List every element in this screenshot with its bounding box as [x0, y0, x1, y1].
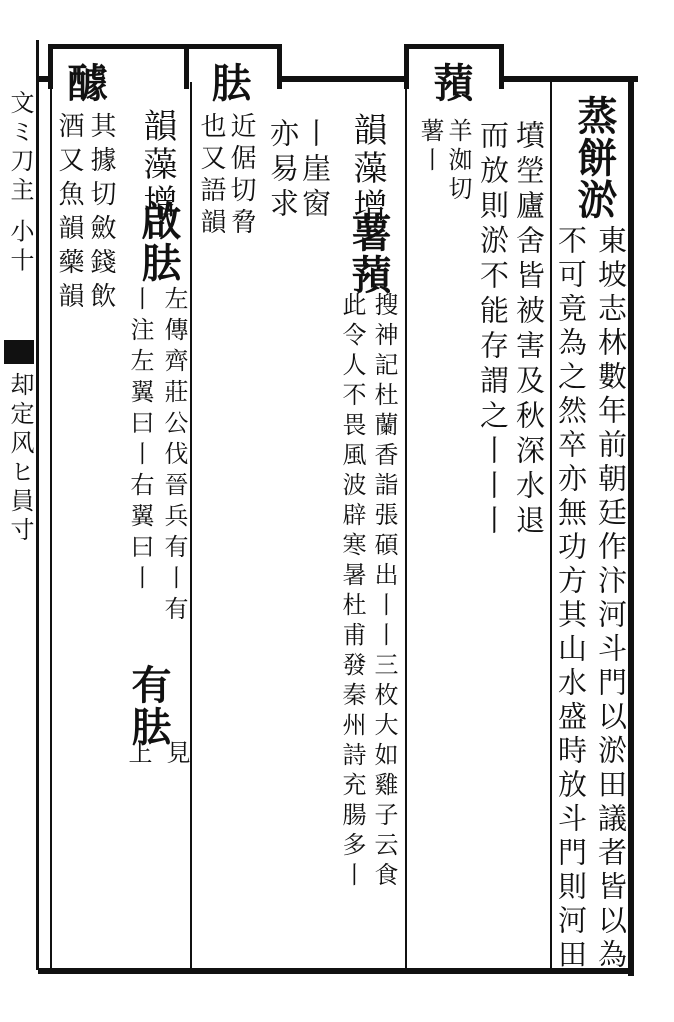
entry-headword-you-qu: 有胠: [125, 664, 172, 748]
divider-2: [405, 82, 407, 968]
entry-note: 搜神記杜蘭香詣張碩出丨丨三枚大如雞子云食: [370, 292, 398, 892]
cross-reference: 上: [124, 740, 152, 769]
divider-4: [50, 82, 52, 968]
entry-headword-qi-qu: 啟胠: [135, 200, 182, 284]
entry-text-line: 其據切斂錢飲: [86, 112, 116, 316]
entry-note: 也又語韻: [196, 112, 226, 240]
entry-headword-qu: 胠: [205, 62, 252, 104]
source-label: 韻藻增: [347, 112, 387, 226]
entry-headword-xu: 蕷: [427, 62, 474, 104]
entry-text-line: 不可竟為之然卒亦無功方其山水盛時放斗門則河田: [554, 225, 588, 973]
entry-example: 薯丨: [416, 118, 444, 176]
entry-text-line: 亦易求: [266, 118, 300, 223]
divider-3: [190, 82, 192, 968]
entry-headword-shu-xu: 薯蕷: [345, 212, 392, 296]
entry-reading: 近倨切脅: [226, 112, 256, 240]
cross-reference: 見: [162, 740, 190, 769]
margin-text-bottom: 却定风ヒ員寸: [6, 372, 34, 546]
entry-text-line: 酒又魚韻藥韻: [54, 112, 84, 316]
entry-note: 左傳齊莊公伐晉兵有丨有: [160, 286, 188, 627]
entry-note: 丨注左翼曰丨右翼曰丨: [126, 286, 154, 596]
entry-text-line: 墳塋廬舍皆被害及秋深水退: [512, 120, 546, 540]
left-border: [36, 40, 39, 970]
entry-headword-ju: 醵: [61, 62, 108, 104]
entry-text-line: 丨崖窗: [298, 118, 332, 223]
right-border: [628, 76, 634, 976]
margin-text-top: 文ミ刀主 小十: [6, 90, 34, 277]
entry-text-line: 而放則淤不能存謂之丨丨丨: [476, 120, 510, 540]
margin-block: [4, 340, 34, 364]
entry-headword-zheng-bing-yu: 蒸餅淤: [571, 95, 618, 221]
entry-reading: 羊洳切: [444, 118, 472, 205]
divider-1: [550, 82, 552, 968]
source-label: 韻藻增: [137, 108, 177, 222]
bottom-border: [38, 968, 634, 974]
entry-note: 此令人不畏風波辟寒暑杜甫發秦州詩充腸多丨: [338, 292, 366, 892]
entry-text-line: 東坡志林數年前朝廷作汴河斗門以淤田議者皆以為: [594, 225, 628, 973]
